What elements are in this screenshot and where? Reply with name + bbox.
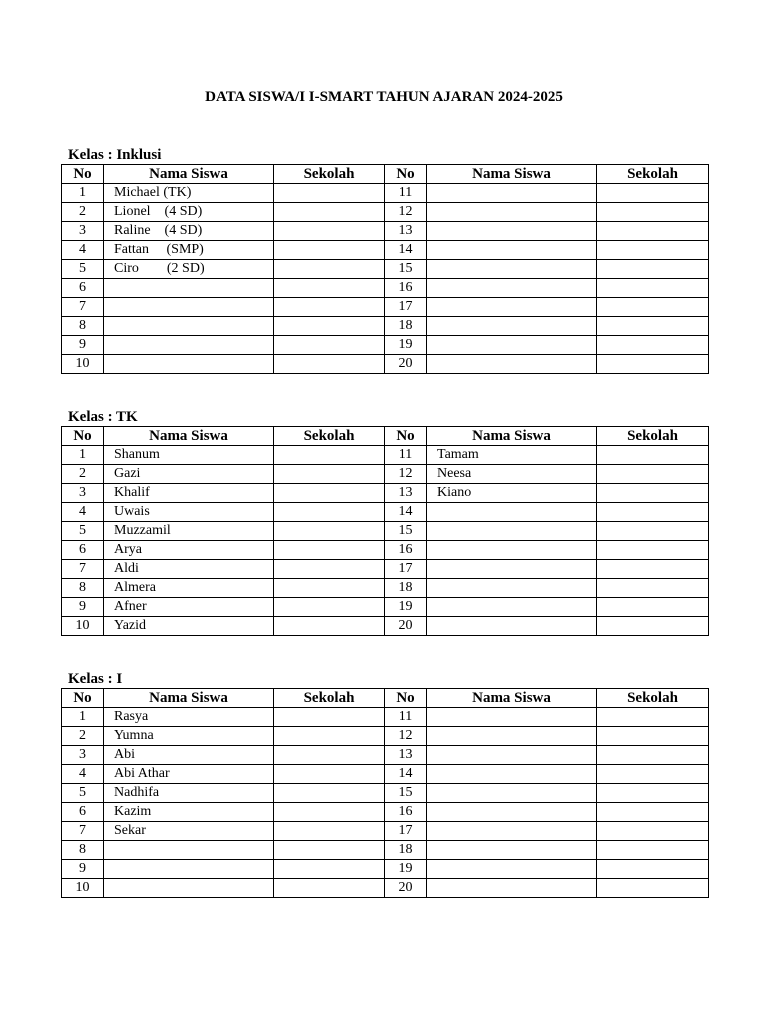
student-name: Michael (TK) [104,184,274,203]
row-number: 3 [62,222,104,241]
student-name: Sekar [104,822,274,841]
student-table [61,164,709,374]
table-row [62,503,709,522]
row-number: 13 [385,746,427,765]
row-number: 13 [385,484,427,503]
row-number: 3 [62,746,104,765]
school-cell [597,579,709,598]
row-number: 19 [385,598,427,617]
school-cell [597,841,709,860]
class-label: Kelas : TK [68,409,138,425]
student-name [427,803,597,822]
row-number: 16 [385,279,427,298]
row-number: 5 [62,522,104,541]
column-header-name: Nama Siswa [104,165,274,184]
table-header-row [62,689,709,708]
table-row [62,727,709,746]
row-number: 14 [385,765,427,784]
student-name [427,560,597,579]
column-header-name: Nama Siswa [104,689,274,708]
school-cell [597,560,709,579]
student-name [427,579,597,598]
student-name [427,598,597,617]
row-number: 11 [385,708,427,727]
row-number: 9 [62,860,104,879]
student-name [104,317,274,336]
table-row [62,860,709,879]
table-row [62,746,709,765]
row-number: 8 [62,841,104,860]
school-cell [274,765,385,784]
student-name [104,298,274,317]
school-cell [597,598,709,617]
student-name [427,822,597,841]
student-name: Ciro (2 SD) [104,260,274,279]
row-number: 17 [385,560,427,579]
student-name: Aldi [104,560,274,579]
row-number: 9 [62,598,104,617]
school-cell [274,708,385,727]
row-number: 12 [385,727,427,746]
column-header-no: No [385,165,427,184]
row-number: 6 [62,279,104,298]
row-number: 19 [385,860,427,879]
table-row [62,336,709,355]
row-number: 5 [62,260,104,279]
school-cell [274,184,385,203]
school-cell [597,222,709,241]
row-number: 20 [385,355,427,374]
school-cell [274,579,385,598]
school-cell [274,484,385,503]
student-name [427,617,597,636]
school-cell [274,617,385,636]
row-number: 20 [385,879,427,898]
school-cell [597,484,709,503]
student-name [427,784,597,803]
school-cell [274,222,385,241]
row-number: 4 [62,241,104,260]
student-name [427,879,597,898]
school-cell [597,355,709,374]
row-number: 18 [385,841,427,860]
class-label: Kelas : Inklusi [68,147,162,163]
student-name: Arya [104,541,274,560]
student-name [427,708,597,727]
student-name [427,203,597,222]
school-cell [597,522,709,541]
student-name: Lionel (4 SD) [104,203,274,222]
school-cell [274,727,385,746]
table-row [62,708,709,727]
school-cell [274,860,385,879]
school-cell [597,336,709,355]
page-title: DATA SISWA/I I-SMART TAHUN AJARAN 2024-2025 [205,89,563,105]
column-header-name: Nama Siswa [427,427,597,446]
school-cell [597,727,709,746]
school-cell [274,560,385,579]
table-row [62,184,709,203]
school-cell [274,465,385,484]
row-number: 17 [385,822,427,841]
row-number: 12 [385,203,427,222]
student-name [104,879,274,898]
school-cell [274,298,385,317]
row-number: 6 [62,541,104,560]
school-cell [597,279,709,298]
student-name: Uwais [104,503,274,522]
student-name [427,336,597,355]
school-cell [597,860,709,879]
row-number: 16 [385,803,427,822]
row-number: 12 [385,465,427,484]
student-name [427,727,597,746]
student-name: Shanum [104,446,274,465]
student-name: Fattan (SMP) [104,241,274,260]
school-cell [597,260,709,279]
column-header-school: Sekolah [597,427,709,446]
column-header-no: No [385,427,427,446]
column-header-no: No [62,165,104,184]
row-number: 2 [62,727,104,746]
row-number: 15 [385,522,427,541]
student-name [427,746,597,765]
school-cell [597,241,709,260]
student-name: Tamam [427,446,597,465]
student-name [427,541,597,560]
school-cell [597,317,709,336]
school-cell [274,541,385,560]
row-number: 11 [385,184,427,203]
school-cell [274,203,385,222]
class-label: Kelas : I [68,671,123,687]
student-name [427,279,597,298]
column-header-school: Sekolah [274,689,385,708]
column-header-name: Nama Siswa [427,165,597,184]
student-name: Yazid [104,617,274,636]
column-header-school: Sekolah [274,165,385,184]
table-row [62,541,709,560]
school-cell [274,841,385,860]
school-cell [597,184,709,203]
school-cell [597,446,709,465]
student-name [104,279,274,298]
table-row [62,203,709,222]
school-cell [274,784,385,803]
student-name [427,522,597,541]
table-row [62,841,709,860]
column-header-school: Sekolah [597,165,709,184]
student-name [427,841,597,860]
school-cell [597,879,709,898]
school-cell [597,746,709,765]
row-number: 4 [62,503,104,522]
school-cell [274,879,385,898]
student-name [427,241,597,260]
row-number: 2 [62,465,104,484]
column-header-no: No [385,689,427,708]
table-row [62,241,709,260]
student-name [427,355,597,374]
table-row [62,484,709,503]
school-cell [597,203,709,222]
student-name [427,298,597,317]
row-number: 14 [385,241,427,260]
row-number: 8 [62,317,104,336]
row-number: 1 [62,184,104,203]
school-cell [274,336,385,355]
row-number: 20 [385,617,427,636]
student-name: Kiano [427,484,597,503]
student-name [427,222,597,241]
row-number: 7 [62,822,104,841]
student-name: Yumna [104,727,274,746]
student-name [104,336,274,355]
student-name [427,317,597,336]
school-cell [274,260,385,279]
school-cell [274,522,385,541]
school-cell [597,784,709,803]
student-name: Neesa [427,465,597,484]
table-row [62,355,709,374]
table-row [62,822,709,841]
table-row [62,465,709,484]
student-name: Gazi [104,465,274,484]
table-row [62,279,709,298]
student-table [61,688,709,898]
table-header-row [62,165,709,184]
table-row [62,446,709,465]
school-cell [274,746,385,765]
table-row [62,803,709,822]
row-number: 10 [62,617,104,636]
row-number: 1 [62,446,104,465]
student-name: Muzzamil [104,522,274,541]
school-cell [597,298,709,317]
row-number: 18 [385,317,427,336]
row-number: 17 [385,298,427,317]
row-number: 7 [62,560,104,579]
column-header-name: Nama Siswa [104,427,274,446]
table-row [62,765,709,784]
student-name [104,841,274,860]
row-number: 19 [385,336,427,355]
row-number: 16 [385,541,427,560]
row-number: 11 [385,446,427,465]
student-name: Kazim [104,803,274,822]
table-row [62,579,709,598]
row-number: 14 [385,503,427,522]
column-header-no: No [62,427,104,446]
student-name: Afner [104,598,274,617]
school-cell [597,822,709,841]
student-name: Rasya [104,708,274,727]
row-number: 4 [62,765,104,784]
column-header-school: Sekolah [597,689,709,708]
row-number: 8 [62,579,104,598]
student-name: Raline (4 SD) [104,222,274,241]
table-row [62,598,709,617]
row-number: 9 [62,336,104,355]
student-name [427,184,597,203]
student-name [427,260,597,279]
table-row [62,298,709,317]
student-name: Abi [104,746,274,765]
school-cell [597,541,709,560]
student-name [427,860,597,879]
table-row [62,560,709,579]
school-cell [274,503,385,522]
row-number: 6 [62,803,104,822]
school-cell [597,465,709,484]
school-cell [597,617,709,636]
school-cell [274,446,385,465]
table-row [62,617,709,636]
school-cell [597,503,709,522]
row-number: 10 [62,879,104,898]
student-name [427,503,597,522]
school-cell [274,241,385,260]
row-number: 1 [62,708,104,727]
school-cell [597,803,709,822]
school-cell [274,598,385,617]
table-row [62,260,709,279]
row-number: 2 [62,203,104,222]
school-cell [274,355,385,374]
row-number: 10 [62,355,104,374]
row-number: 5 [62,784,104,803]
school-cell [597,765,709,784]
school-cell [274,803,385,822]
school-cell [274,279,385,298]
student-name: Almera [104,579,274,598]
table-row [62,784,709,803]
student-table [61,426,709,636]
row-number: 3 [62,484,104,503]
column-header-name: Nama Siswa [427,689,597,708]
row-number: 15 [385,784,427,803]
table-row [62,222,709,241]
table-header-row [62,427,709,446]
table-row [62,879,709,898]
student-name: Khalif [104,484,274,503]
row-number: 7 [62,298,104,317]
school-cell [274,822,385,841]
table-row [62,522,709,541]
table-row [62,317,709,336]
column-header-no: No [62,689,104,708]
student-name [104,355,274,374]
school-cell [597,708,709,727]
school-cell [274,317,385,336]
student-name: Abi Athar [104,765,274,784]
column-header-school: Sekolah [274,427,385,446]
student-name: Nadhifa [104,784,274,803]
row-number: 18 [385,579,427,598]
student-name [104,860,274,879]
row-number: 13 [385,222,427,241]
row-number: 15 [385,260,427,279]
student-name [427,765,597,784]
